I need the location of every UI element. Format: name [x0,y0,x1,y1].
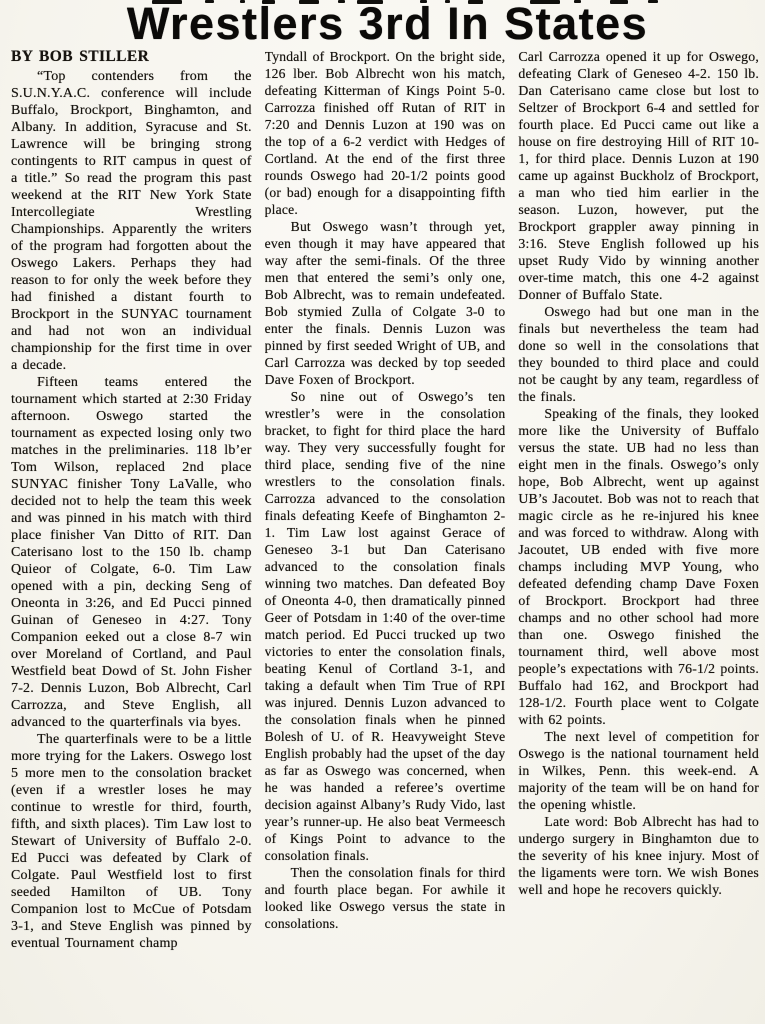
article-column-3 [518,48,759,1024]
article-column-1 [11,48,252,1024]
article-paragraph: Tyndall of Brockport. On the bright side, 126 lber. Bob Albrecht won his match, defeating Kitterman of Kings Point 5-0. Carrozza finished off Rutan of RIT in 7:20 and Dennis Luzon at 190 was on the top of a 6-2 verdict with Hedges of Cortland. At the end of the first three rounds Oswego had 20-1/2 points good (or bad) enough for a disappointing fifth place. [264,49,506,217]
article-column-2 [265,48,506,1024]
article-paragraph: Late word: Bob Albrecht has had to undergo surgery in Binghamton due to the severity of his knee injury. Most of the ligaments were torn. We wish Bones well and hope he recovers quickly. [518,814,760,897]
article-paragraph: The next level of competition for Oswego is the national tournament held in Wilkes, Penn. this week-end. A majority of the team will be on hand for the opening whistle. [518,729,760,812]
byline: BY BOB STILLER [11,48,150,65]
article-paragraph: “Top contenders from the S.U.N.Y.A.C. conference will include Buffalo, Brockport, Binghamton, and Albany. In addition, Syracuse and St. Lawrence will be bringing strong contingents to RIT campus in quest of a title.” So read the program this past weekend at the RIT New York State Intercollegiate Wrestling Championships. Apparently the writers of the program had forgotten about the Oswego Lakers. Perhaps they had reason to for only the week before they had finished a distant fourth to Brockport in the SUNYAC tournament and had not won an individual championship for the first time in over a decade. [11,69,252,373]
article-paragraph: Oswego had but one man in the finals but nevertheless the team had done so well in the consolations that they bounded to third place and could not be caught by any team, regardless of the finals. [518,304,760,404]
article-paragraph: But Oswego wasn’t through yet, even though it may have appeared that way after the semi-finals. Of the three men that entered the semi’s only one, Bob Albrecht, was to remain undefeated. Bob stymied Zulla of Colgate 3-0 to enter the finals. Dennis Luzon was pinned by first seeded Wright of UB, and Carl Carrozza was decked by top seeded Dave Foxen of Brockport. [264,219,506,387]
article-paragraph: The quarterfinals were to be a little more trying for the Lakers. Oswego lost 5 more men to the consolation bracket (even if a wrestler loses he may continue to wrestle for third, fourth, fifth, and sixth places). Tim Law lost to Stewart of University of Buffalo 2-0. Ed Pucci was defeated by Clark of Colgate. Paul Westfield lost to first seeded Hamilton of UB. Tony Companion lost to McCue of Potsdam 3-1, and Steve English was pinned by eventual Tournament champ [11,732,252,951]
headline: Wrestlers 3rd In States [126,0,649,49]
article-paragraph: Carl Carrozza opened it up for Oswego, defeating Clark of Geneseo 4-2. 150 lb. Dan Caterisano came close but lost to Seltzer of Brockport 6-4 and settled for fourth place. Ed Pucci came out like a house on fire destroying Hill of RIT 10-1, for third place. Dennis Luzon at 190 came up against Buckholz of Brockport, a man who tied him earlier in the season. Luzon, however, put the Brockport grappler away pinning in 3:16. Steve English followed up his upset Rudy Vido by winning another over-time match, this one 4-2 against Donner of Buffalo State. [518,49,760,302]
article-body [0,45,765,1024]
article-paragraph: Fifteen teams entered the tournament which started at 2:30 Friday afternoon. Oswego started the tournament as expected losing only two matches in the preliminaries. 118 lb’er Tom Wilson, replaced 2nd place SUNYAC finisher Tony LaValle, who decided not to help the team this week and was pinned in his match with third place finisher Van Ditto of RIT. Dan Caterisano lost to the 150 lb. champ Quieor of Colgate, 6-0. Tim Law opened with a pin, decking Seng of Oneonta in 3:26, and Ed Pucci pinned Guinan of Geneseo in 4:27. Tony Companion eeked out a close 8-7 win over Moreland of Cortland, and Paul Westfield beat Dowd of St. John Fisher 7-2. Dennis Luzon, Bob Albrecht, Carl Carrozza, and Steve English, all advanced to the quarterfinals via byes. [11,375,252,730]
article-paragraph: So nine out of Oswego’s ten wrestler’s were in the consolation bracket, to fight for third place the hard way. They very successfully fought for third place, sending five of the nine wrestlers to the consolation finals. Carrozza advanced to the consolation finals defeating Keefe of Binghamton 2-1. Tim Law lost against Gerace of Geneseo 3-1 but Dan Caterisano advanced to the consolation finals winning two matches. Dan defeated Boy of Oneonta 4-0, then dramatically pinned Geer of Potsdam in 1:40 of the over-time match period. Ed Pucci trucked up two victories to enter the consolation finals, beating Kenul of Cortland 3-1, and taking a default when Tim True of RPI was injured. Dennis Luzon advanced to the consolation finals when he pinned Bolesh of U. of R. Heavyweight Steve English probably had the upset of the day as far as Oswego was concerned, when he was handed a referee’s overtime decision against Albany’s Rudy Vido, last year’s runner-up. He also beat Vermeesch of Kings Point to advance to the consolation finals. [264,389,506,863]
article-paragraph: Speaking of the finals, they looked more like the University of Buffalo versus the state. UB had no less than eight men in the finals. Oswego’s only hope, Bob Albrecht, went up against UB’s Jacoutet. Bob was not to reach that magic circle as he re-injured his knee and was forced to withdraw. Along with Jacoutet, UB ended with five more champs including MVP Young, who defeated defending champ Dave Foxen of Brockport. Brockport had three champs and no other school had more than one. Oswego finished the tournament third, well above most people’s expectations with 76-1/2 points. Buffalo had 162, and Brockport had 128-1/2. Fourth place went to Colgate with 62 points. [518,406,760,727]
article-paragraph: Then the consolation finals for third and fourth place began. For awhile it looked like Oswego versus the state in consolations. [264,865,506,931]
